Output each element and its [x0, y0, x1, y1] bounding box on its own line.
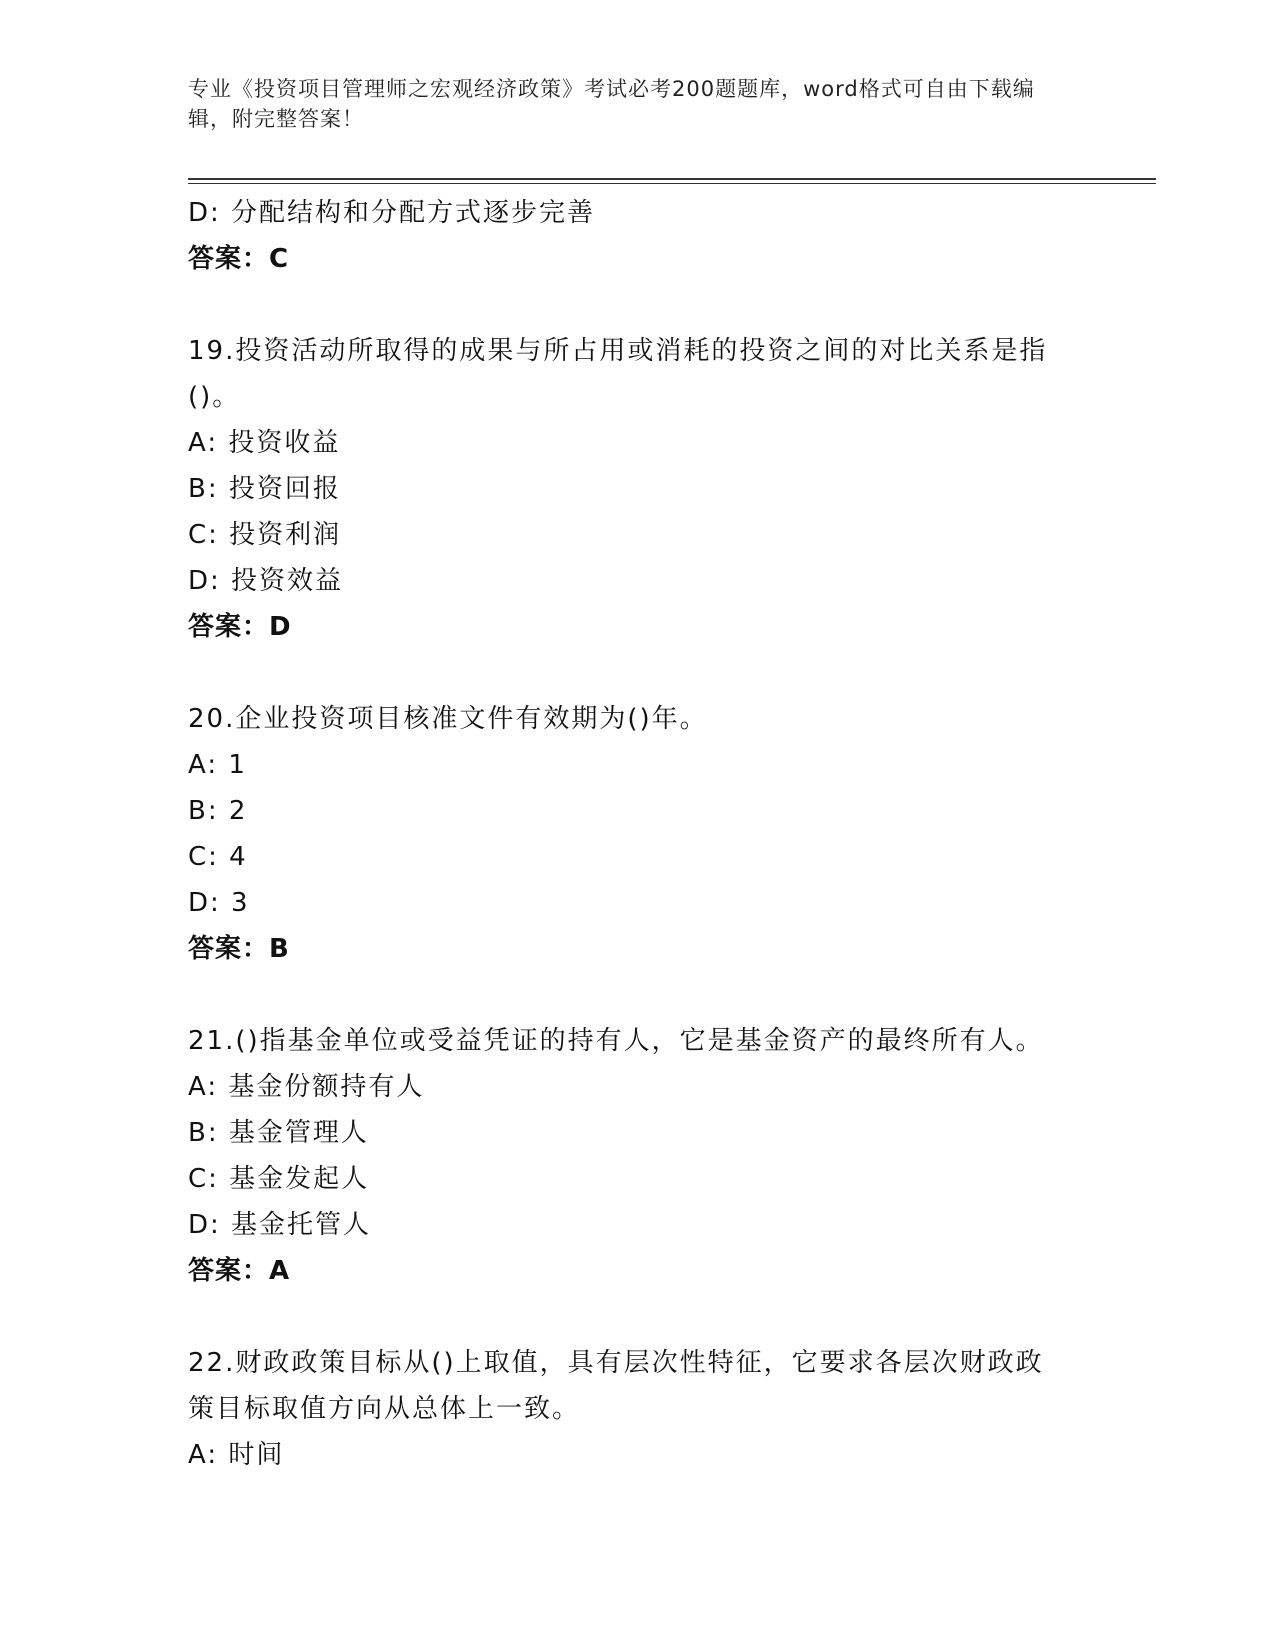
answer-line: 答案：C: [188, 244, 290, 274]
question-20-option-d: D: 3: [188, 888, 250, 918]
header-divider-thin: [188, 183, 1156, 184]
question-19-text-cont: ()。: [188, 382, 241, 412]
question-21-answer: 答案：A: [188, 1256, 291, 1286]
question-19-text: 19.投资活动所取得的成果与所占用或消耗的投资之间的对比关系是指: [188, 336, 1048, 366]
question-19-answer: 答案：D: [188, 612, 292, 642]
spacer: [188, 650, 1088, 696]
question-21-text: 21.()指基金单位或受益凭证的持有人，它是基金资产的最终所有人。: [188, 1026, 1044, 1056]
document-header-description: 专业《投资项目管理师之宏观经济政策》考试必考200题题库，word格式可自由下载编辑，附完整答案！: [188, 77, 1035, 131]
question-21-option-c: C: 基金发起人: [188, 1164, 370, 1194]
question-21-option-d: D: 基金托管人: [188, 1210, 372, 1240]
question-20-text: 20.企业投资项目核准文件有效期为()年。: [188, 704, 708, 734]
question-20-option-c: C: 4: [188, 842, 248, 872]
question-20-answer: 答案：B: [188, 934, 290, 964]
question-21-option-b: B: 基金管理人: [188, 1118, 369, 1148]
spacer: [188, 282, 1088, 328]
question-20-option-b: B: 2: [188, 796, 248, 826]
question-19-option-c: C: 投资利润: [188, 520, 342, 550]
spacer: [188, 1294, 1088, 1340]
question-content: [188, 190, 1088, 1478]
question-19-option-b: B: 投资回报: [188, 474, 341, 504]
question-19-option-d: D: 投资效益: [188, 566, 344, 596]
question-22-option-a: A: 时间: [188, 1440, 285, 1470]
spacer: [188, 972, 1088, 1018]
question-20-option-a: A: 1: [188, 750, 247, 780]
question-22-text-cont: 策目标取值方向从总体上一致。: [188, 1394, 581, 1424]
header-divider-thick: [188, 178, 1156, 180]
question-19-option-a: A: 投资收益: [188, 428, 341, 458]
question-21-option-a: A: 基金份额持有人: [188, 1072, 425, 1102]
option-d: D: 分配结构和分配方式逐步完善: [188, 198, 596, 228]
question-22-text: 22.财政政策目标从()上取值，具有层次性特征，它要求各层次财政政: [188, 1348, 1044, 1378]
